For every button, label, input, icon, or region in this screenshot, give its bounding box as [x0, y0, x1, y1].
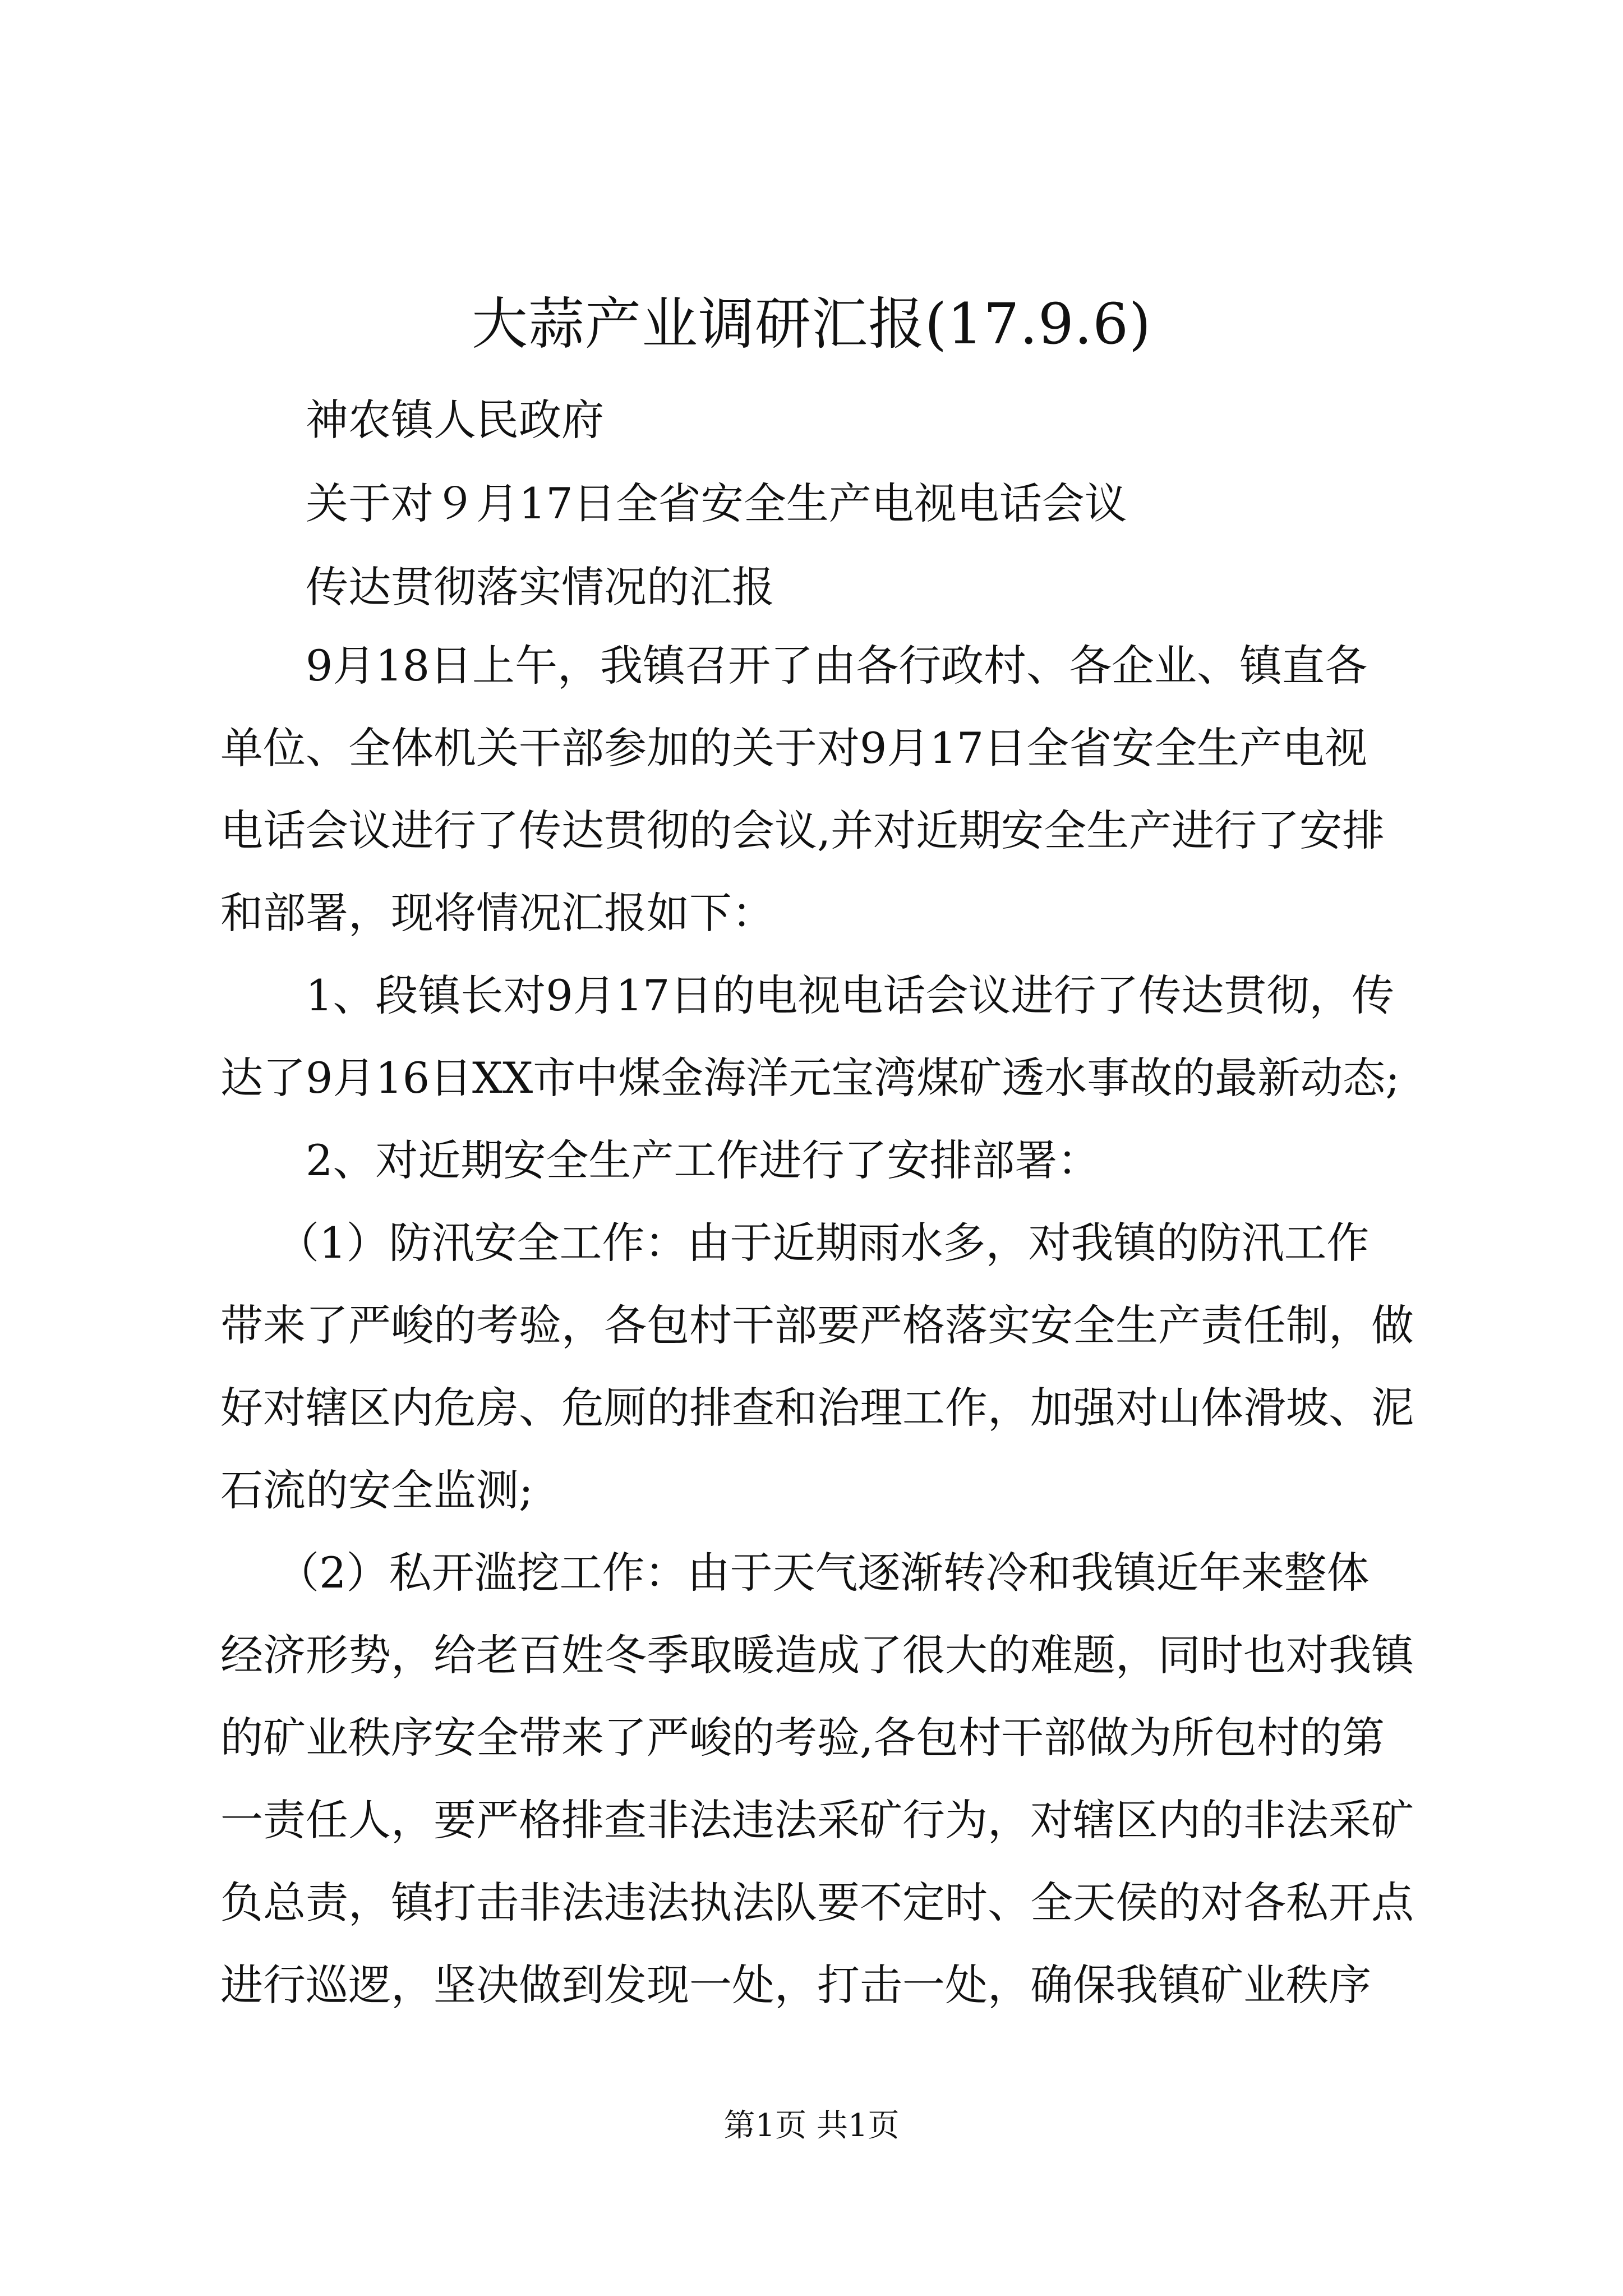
header-line-subject: 关于对９月17日全省安全生产电视电话会议: [306, 478, 1127, 528]
document-body: [220, 624, 1426, 2026]
body-line: 1、段镇长对9月17日的电视电话会议进行了传达贯彻，传: [220, 970, 1395, 1020]
body-line: （1）防汛安全工作：由于近期雨水多，对我镇的防汛工作: [220, 1218, 1370, 1268]
body-line: 进行巡逻，坚决做到发现一处，打击一处，确保我镇矿业秩序: [220, 1960, 1371, 2010]
body-line: 2、对近期安全生产工作进行了安排部署：: [220, 1135, 1100, 1185]
document-title: 大蒜产业调研汇报(17.9.6): [471, 291, 1152, 357]
body-line: 带来了严峻的考验，各包村干部要严格落实安全生产责任制，做: [220, 1300, 1414, 1350]
body-line: 达了9月16日XX市中煤金海洋元宝湾煤矿透水事故的最新动态;: [220, 1053, 1400, 1103]
body-line: 好对辖区内危房、危厕的排查和治理工作，加强对山体滑坡、泥: [220, 1383, 1414, 1433]
body-line: 负总责，镇打击非法违法执法队要不定时、全天侯的对各私开点: [220, 1878, 1414, 1927]
body-line: 石流的安全监测;: [220, 1465, 533, 1515]
body-line: 一责任人，要严格排查非法违法采矿行为，对辖区内的非法采矿: [220, 1795, 1414, 1845]
body-line: 和部署，现将情况汇报如下：: [220, 888, 774, 938]
body-line: 电话会议进行了传达贯彻的会议,并对近期安全生产进行了安排: [220, 806, 1385, 855]
page-footer: 第1页 共1页: [723, 2108, 900, 2144]
body-line: 的矿业秩序安全带来了严峻的考验,各包村干部做为所包村的第: [220, 1713, 1385, 1763]
body-line: 9月18日上午，我镇召开了由各行政村、各企业、镇直各: [220, 641, 1368, 691]
header-line-report: 传达贯彻落实情况的汇报: [306, 562, 774, 612]
header-line-org: 神农镇人民政府: [306, 395, 604, 445]
body-line: （2）私开滥挖工作：由于天气逐渐转冷和我镇近年来整体: [220, 1548, 1370, 1598]
body-line: 单位、全体机关干部参加的关于对9月17日全省安全生产电视: [220, 723, 1368, 773]
body-line: 经济形势，给老百姓冬季取暖造成了很大的难题，同时也对我镇: [220, 1630, 1414, 1680]
